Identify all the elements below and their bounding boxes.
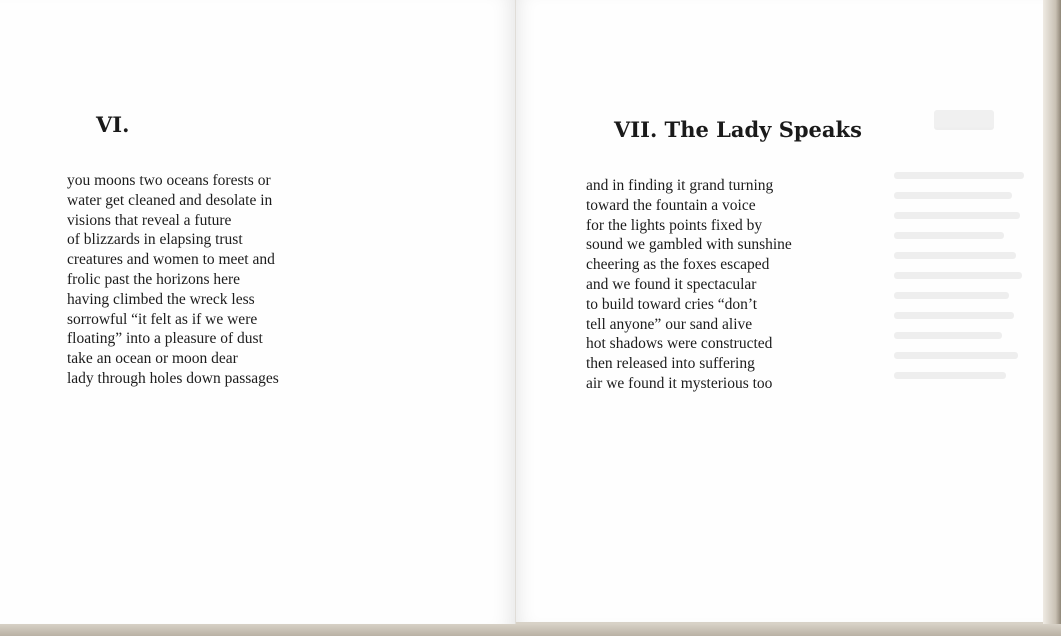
- left-page-heading: VI.: [96, 112, 130, 137]
- poem-line: air we found it mysterious too: [586, 374, 773, 392]
- poem-line: tell anyone” our sand alive: [586, 315, 753, 333]
- show-through-text: [894, 110, 1034, 400]
- show-through-heading: [934, 110, 994, 130]
- show-through-line: [894, 352, 1018, 359]
- poem-line: frolic past the horizons here: [67, 270, 241, 288]
- show-through-line: [894, 332, 1002, 339]
- poem-line: to build toward cries “don’t: [586, 295, 758, 313]
- poem-line: floating” into a pleasure of dust: [67, 330, 263, 348]
- poem-line: creatures and women to meet and: [67, 251, 275, 269]
- show-through-line: [894, 312, 1014, 319]
- show-through-line: [894, 232, 1004, 239]
- poem-line: for the lights points fixed by: [586, 216, 763, 234]
- show-through-line: [894, 272, 1022, 279]
- poem-line: visions that reveal a future: [67, 211, 232, 229]
- show-through-line: [894, 212, 1020, 219]
- poem-line: sorrowful “it felt as if we were: [67, 310, 258, 328]
- poem-line: and we found it spectacular: [586, 275, 757, 293]
- show-through-line: [894, 192, 1012, 199]
- poem-line: cheering as the foxes escaped: [586, 256, 770, 274]
- right-page: [516, 0, 1043, 622]
- show-through-line: [894, 172, 1024, 179]
- poem-line: toward the fountain a voice: [586, 196, 756, 214]
- poem-line: lady through holes down passages: [67, 369, 279, 387]
- right-page-heading: VII. The Lady Speaks: [614, 117, 862, 142]
- poem-line: hot shadows were constructed: [586, 335, 773, 353]
- poem-line: and in finding it grand turning: [586, 177, 774, 194]
- poem-line: of blizzards in elapsing trust: [67, 231, 243, 249]
- left-poem: [67, 171, 279, 389]
- right-poem: [586, 176, 792, 394]
- poem-line: you moons two oceans forests or: [67, 172, 271, 189]
- show-through-line: [894, 372, 1006, 379]
- poem-line: sound we gambled with sunshine: [586, 236, 792, 254]
- book-edge-shadow: [1043, 0, 1061, 636]
- poem-line: then released into suffering: [586, 355, 755, 373]
- poem-line: take an ocean or moon dear: [67, 350, 238, 368]
- book-bottom-shadow: [0, 624, 1061, 636]
- poem-line: water get cleaned and desolate in: [67, 191, 273, 209]
- poem-line: having climbed the wreck less: [67, 290, 255, 308]
- show-through-line: [894, 252, 1016, 259]
- show-through-line: [894, 292, 1009, 299]
- left-page: [0, 0, 516, 626]
